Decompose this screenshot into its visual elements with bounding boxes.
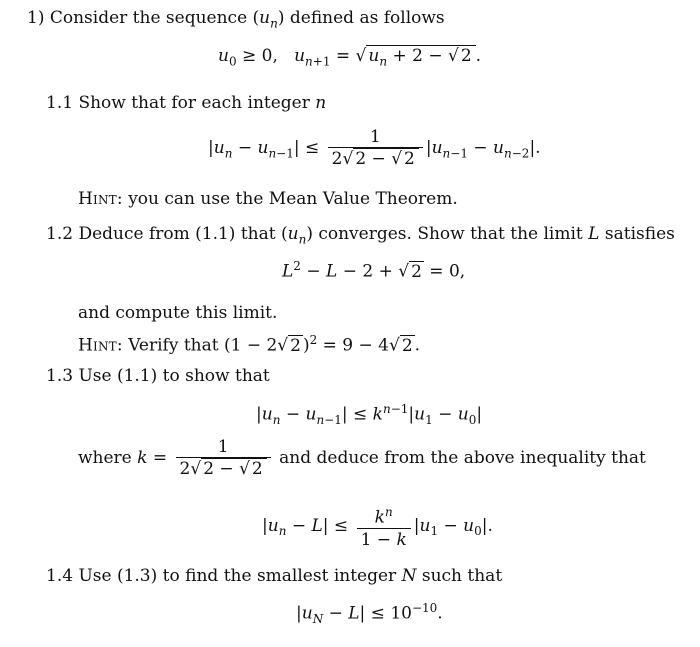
hint-label: Hint: (78, 189, 123, 209)
part-1-1-inequality: $|u_n - u_{n-1}|$ ≤ $\frac{1}{2√ 2 - √ 2}$ $|u_{n-1} - u_{n-2}|$. (208, 127, 541, 169)
deduce-text: and deduce from the above inequality that (279, 448, 646, 468)
part-1-2-hint: Hint: Verify that (1 − 2√ 2 )$^2$ = 9 − 4√ 2 . (78, 333, 421, 356)
hint-label: Hint: (78, 335, 123, 356)
part-1-2-compute: and compute this limit. (78, 303, 278, 323)
part-1-1-hint (78, 188, 458, 210)
part-1-3-inequality: $|u_n - u_{n-1}| \le k^{n-1}|u_1 - u_0|$ (256, 402, 483, 428)
sequence-definition: $u_0 \ge 0$, $u_{n+1}$ = √ $u_n + 2$ − √ 2 . (218, 46, 482, 69)
part-1-2-equation: $L^2 - L - 2$ + √ 2 = 0, (282, 259, 466, 282)
problem-heading: 1) Consider the sequence $(u_n)$ defined as follows (27, 8, 445, 31)
part-1-3-bound: $|u_n - L|$ ≤ $\frac{k^n}{1 - k}$ $|u_1 - u_0|$. (262, 505, 493, 550)
part-1-3-label: 1.3 Use (1.1) to show that (46, 366, 270, 386)
part-1-3-where: where k = $\frac{1}{2√ 2 - √ 2}$ and deduce from the above inequality that (78, 437, 646, 479)
part-1-1-label: 1.1 Show that for each integer n (46, 93, 327, 113)
hint-text: you can use the Mean Value Theorem. (128, 189, 458, 209)
part-1-2-label: 1.2 Deduce from (1.1) that $(u_n)$ converges. Show that the limit L satisfies (46, 224, 675, 247)
part-1-4-inequality: $|u_N - L| \le 10^{-10}$. (296, 601, 443, 627)
part-1-4-label: 1.4 Use (1.3) to find the smallest integer N such that (46, 566, 503, 586)
